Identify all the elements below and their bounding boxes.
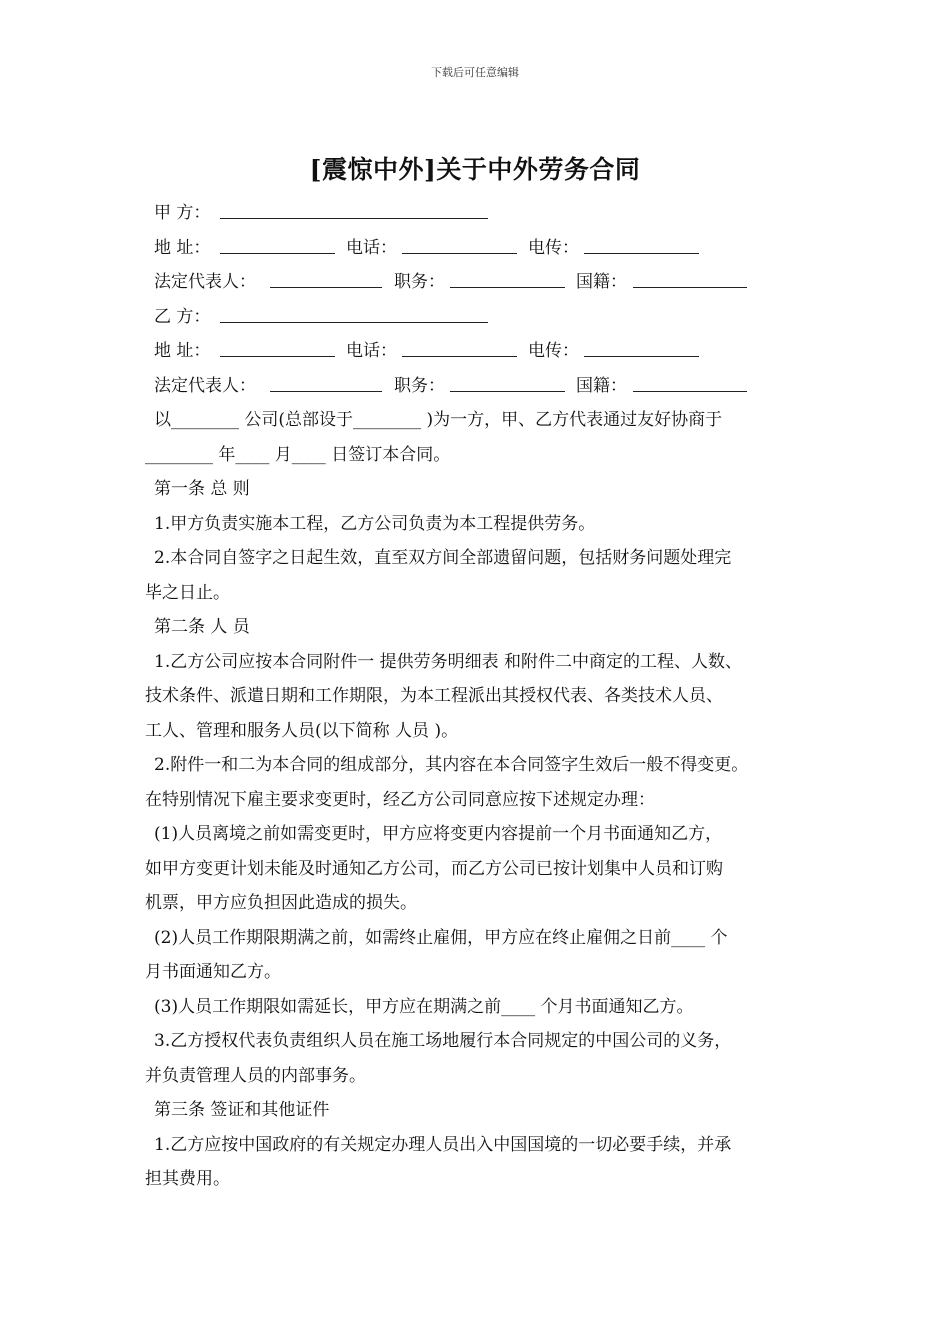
party-a-name-field[interactable] (220, 196, 488, 219)
clause-line: 第一条 总 则 (154, 479, 250, 499)
clause-line: 3.乙方授权代表负责组织人员在施工场地履行本合同规定的中国公司的义务， (154, 1031, 732, 1051)
intro-text-1: 以________ 公司(总部设于________ )为一方，甲、乙方代表通过友好协商于 (154, 410, 723, 430)
party-b-address-field[interactable] (220, 334, 335, 357)
party-b-nationality-label: 国籍： (576, 375, 627, 396)
party-a-fax-label: 电传： (528, 237, 579, 258)
party-a-address-row (145, 231, 835, 266)
contract-body (145, 196, 835, 1197)
clause-line: 第三条 签证和其他证件 (154, 1100, 330, 1120)
intro-text-2: ________ 年____ 月____ 日签订本合同。 (145, 444, 451, 465)
party-b-rep-row (145, 369, 835, 404)
party-b-fax-field[interactable] (584, 334, 699, 357)
clause-line: 毕之日止。 (145, 582, 230, 603)
party-a-address-label: 地 址： (154, 237, 211, 258)
party-b-rep-label: 法定代表人： (154, 375, 256, 396)
clause-line: 2.附件一和二为本合同的组成部分，其内容在本合同签字生效后一般不得变更。 (154, 755, 749, 775)
clause-line: 担其费用。 (145, 1169, 230, 1189)
clause-line: 2.本合同自签字之日起生效，直至双方间全部遗留问题，包括财务问题处理完 (154, 548, 732, 568)
intro-line-2 (145, 438, 835, 473)
party-b-name-row (145, 300, 835, 335)
intro-line-1 (145, 403, 835, 438)
clause-line: 1.乙方应按中国政府的有关规定办理人员出入中国国境的一切必要手续，并承 (154, 1134, 732, 1155)
clause-line: (1)人员离境之前如需变更时，甲方应将变更内容提前一个月书面通知乙方， (154, 824, 723, 844)
party-a-rep-row (145, 265, 835, 300)
party-b-position-field[interactable] (450, 369, 565, 392)
party-b-address-label: 地 址： (154, 341, 211, 361)
clause-line: 如甲方变更计划未能及时通知乙方公司，而乙方公司已按计划集中人员和订购 (145, 858, 723, 879)
party-b-label: 乙 方： (154, 306, 211, 327)
party-b-phone-label: 电话： (346, 341, 397, 361)
party-a-nationality-label: 国籍： (576, 272, 627, 292)
party-a-phone-label: 电话： (346, 237, 397, 258)
clauses (145, 472, 835, 1197)
party-a-position-label: 职务： (394, 272, 445, 292)
clause-line: 机票，甲方应负担因此造成的损失。 (145, 893, 417, 913)
party-a-name-row (145, 196, 835, 231)
party-a-fax-field[interactable] (584, 231, 699, 254)
clause-line: 月书面通知乙方。 (145, 962, 281, 982)
clause-line: 1.甲方负责实施本工程，乙方公司负责为本工程提供劳务。 (154, 513, 596, 534)
party-b-fax-label: 电传： (528, 341, 579, 361)
clause-line: 在特别情况下雇主要求变更时，经乙方公司同意应按下述规定办理： (145, 789, 655, 810)
document-title: [震惊中外]关于中外劳务合同 (309, 155, 641, 184)
party-b-rep-field[interactable] (270, 369, 382, 392)
party-a-nationality-field[interactable] (633, 265, 747, 288)
party-b-nationality-field[interactable] (633, 369, 747, 392)
clause-line: 1.乙方公司应按本合同附件一 提供劳务明细表 和附件二中商定的工程、人数、 (154, 651, 743, 672)
header-note: 下载后可任意编辑 (431, 66, 519, 79)
party-a-rep-label: 法定代表人： (154, 272, 256, 292)
party-a-position-field[interactable] (450, 265, 565, 288)
party-b-position-label: 职务： (394, 375, 445, 396)
party-a-address-field[interactable] (220, 231, 335, 254)
party-a-rep-field[interactable] (270, 265, 382, 288)
party-b-phone-field[interactable] (402, 334, 517, 357)
party-a-phone-field[interactable] (402, 231, 517, 254)
clause-line: 工人、管理和服务人员(以下简称 人员 )。 (145, 720, 459, 741)
clause-line: 技术条件、派遣日期和工作期限，为本工程派出其授权代表、各类技术人员、 (145, 686, 723, 706)
party-a-label: 甲 方： (154, 203, 211, 223)
clause-line: (2)人员工作期限期满之前，如需终止雇佣，甲方应在终止雇佣之日前____ 个 (154, 927, 728, 948)
clause-line: 并负责管理人员的内部事务。 (145, 1065, 366, 1086)
clause-line: 第二条 人 员 (154, 617, 250, 637)
party-b-address-row (145, 334, 835, 369)
clause-line: (3)人员工作期限如需延长，甲方应在期满之前____ 个月书面通知乙方。 (154, 996, 694, 1017)
party-b-name-field[interactable] (220, 300, 488, 323)
